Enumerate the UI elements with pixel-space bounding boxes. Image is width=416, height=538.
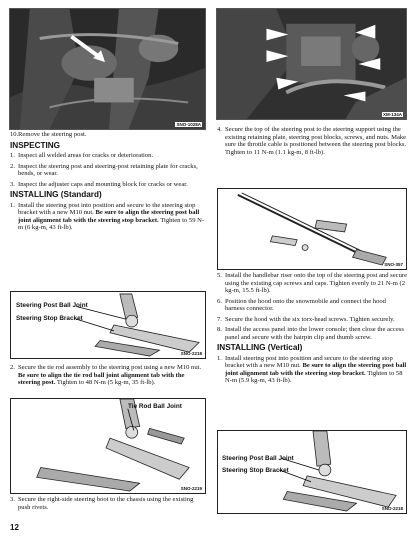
- figure-code: SNO-357: [384, 262, 403, 267]
- page-number: 12: [10, 523, 19, 532]
- label-steering-post-ball-joint: Steering Post Ball Joint: [222, 455, 294, 462]
- diagram-steering-post-ball-joint-vertical: [217, 430, 407, 514]
- figure-code: SNO-1028A: [176, 122, 201, 127]
- heading-inspecting: INSPECTING: [10, 140, 61, 150]
- step-10: 10. Remove the steering post.: [10, 131, 87, 138]
- step-8: 8. Install the access panel into the lower console; then close the access panel and secure with the hairpin clip and thumb screw.: [217, 326, 404, 341]
- install-std-step-3: 3. Secure the right-side steering boot to the chassis using the existing push rivets.: [10, 496, 194, 511]
- install-std-step-1: 1. Install the steering post into position and secure to the steering stop bracket with a new M10 nut. Be sure to align the steering post ball joint alignment tab with the steering stop bracket. Tighten to 59 N-m (6 kg-m, 43 ft-lb).: [10, 201, 205, 231]
- photo-steering-post-removal: [9, 8, 206, 130]
- step-7: 7. Secure the hood with the six torx-head screws. Tighten securely.: [217, 315, 395, 323]
- label-steering-stop-bracket: Steering Stop Bracket: [222, 467, 289, 474]
- step-5: 5. Install the handlebar riser onto the top of the steering post and secure using the existing cap screws and caps. Tighten evenly to 21 N-m (2 kg-m, 15.5 ft-lb).: [217, 272, 408, 294]
- step-4: 4. Secure the top of the steering post to the steering support using the existing retaining plate, steering post blocks, screws, and nuts. Make sure the throttle cable is positioned between the steering post blocks. Tighten to 11 N-m (1.1 kg-m, 8 ft-lb).: [217, 126, 407, 156]
- heading-installing-vertical: INSTALLING (Vertical): [217, 343, 303, 352]
- step-6: 6. Position the hood onto the snowmobile and connect the hood harness connector.: [217, 297, 386, 312]
- inspect-step-1: 1. Inspect all welded areas for cracks or deterioration.: [10, 152, 154, 159]
- label-steering-post-ball-joint: Steering Post Ball Joint: [16, 302, 88, 309]
- install-std-step-2: 2. Secure the tie rod assembly to the steering post using a new M10 nut. Be sure to align the tie rod ball joint alignment tab with the steering post. Tighten to 48 N-m (5 kg-m, 35 ft-lb).: [10, 364, 202, 386]
- photo-steering-post-blocks: [216, 8, 407, 120]
- figure-code: SNO-2219: [180, 486, 202, 491]
- left-column-step-2: [10, 364, 206, 390]
- figure-code: XM-134A: [382, 112, 402, 117]
- label-tie-rod-ball-joint: Tie Rod Ball Joint: [128, 403, 182, 410]
- inspect-step-3: 3. Inspect the adjuster caps and mounting block for cracks or wear.: [10, 180, 188, 188]
- left-column: [10, 131, 206, 235]
- install-vert-step-1: 1. Install steering post into position and secure to the steering stop bracket with a new M10 nut. Be sure to align the steering post ball joint alignment tab with the steering stop bracket. Tighten to 58 N-m (5.9 kg-m, 43 ft-lb).: [217, 354, 407, 384]
- inspect-step-2: 2. Inspect the steering post and steering-post retaining plate for cracks, bends, or wear.: [10, 162, 198, 177]
- right-column-steps: [217, 272, 407, 388]
- diagram-handlebar-riser: [217, 188, 407, 270]
- diagram-steering-post-ball-joint: [10, 291, 206, 359]
- left-column-step-3: [10, 496, 206, 514]
- label-steering-stop-bracket: Steering Stop Bracket: [16, 315, 83, 322]
- figure-code: SNO-2218: [381, 506, 403, 511]
- figure-code: SNO-2218: [180, 351, 202, 356]
- diagram-tie-rod-ball-joint: [10, 398, 206, 494]
- heading-installing-standard: INSTALLING (Standard): [10, 190, 102, 199]
- right-column-step-4: [217, 126, 407, 159]
